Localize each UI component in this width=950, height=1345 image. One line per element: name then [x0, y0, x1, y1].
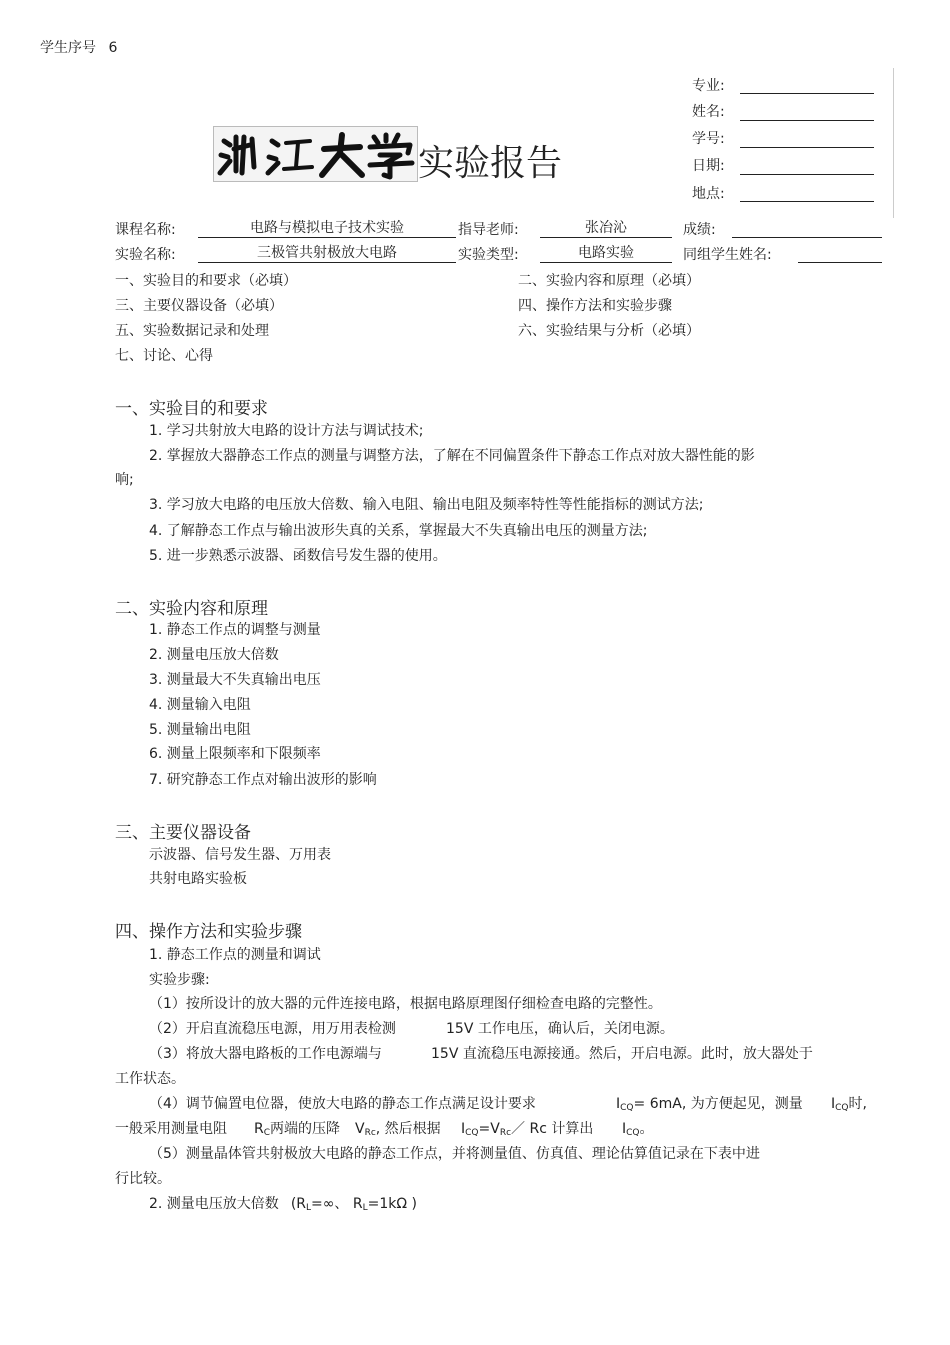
section-1-item: 响; — [115, 472, 134, 488]
major-field[interactable] — [740, 75, 874, 94]
step-5-part-a: （5）测量晶体管共射极放大电路的静态工作点，并将测量值、仿真值、理论估算值记录在下表中进 — [149, 1146, 760, 1162]
section-4-subtitle-2: 2. 测量电压放大倍数 ($R_L=\infty$、 $R_L=1k\Omega$ ) — [149, 1196, 417, 1213]
experiment-name-label: 实验名称: — [115, 247, 176, 263]
course-name-label: 课程名称: — [115, 222, 176, 238]
calligraphy-logo-graphic — [214, 127, 417, 181]
name-field[interactable] — [740, 102, 874, 121]
step-4-vrc: $V_{Rc}$, 然后根据 — [355, 1121, 441, 1138]
group-members-field[interactable] — [798, 244, 882, 263]
toc-item: 七、讨论、心得 — [115, 348, 213, 364]
id-label: 学号: — [692, 131, 725, 147]
name-label: 姓名: — [692, 104, 725, 120]
toc-item: 二、实验内容和原理（必填） — [518, 273, 700, 289]
experiment-type-label: 实验类型: — [458, 247, 519, 263]
student-number — [40, 37, 117, 57]
date-field[interactable] — [740, 156, 874, 175]
section-1-item: 5. 进一步熟悉示波器、函数信号发生器的使用。 — [149, 548, 447, 564]
teacher-field[interactable]: 张冶沁 — [540, 219, 672, 238]
step-4-rc: $R_C$两端的压降 — [254, 1121, 341, 1138]
section-2-item: 4. 测量输入电阻 — [149, 697, 251, 713]
university-logo — [213, 126, 418, 182]
teacher-label: 指导老师: — [458, 222, 519, 238]
header-divider — [893, 68, 894, 218]
course-name-field[interactable]: 电路与模拟电子技术实验 — [198, 219, 456, 238]
section-1-title: 一、实验目的和要求 — [115, 399, 268, 419]
grade-label: 成绩: — [683, 222, 716, 238]
place-label: 地点: — [692, 186, 725, 202]
section-3-item: 共射电路实验板 — [149, 871, 247, 887]
step-2-part-a: （2）开启直流稳压电源，用万用表检测 — [149, 1021, 396, 1037]
section-2-item: 2. 测量电压放大倍数 — [149, 647, 279, 663]
step-5-part-b: 行比较。 — [115, 1171, 171, 1187]
section-4-subtitle-1: 1. 静态工作点的测量和调试 — [149, 947, 321, 963]
grade-field[interactable] — [732, 219, 882, 238]
toc-item: 四、操作方法和实验步骤 — [518, 298, 672, 314]
step-3-part-c: 工作状态。 — [115, 1071, 185, 1087]
section-2-item: 1. 静态工作点的调整与测量 — [149, 622, 321, 638]
toc-item: 六、实验结果与分析（必填） — [518, 323, 700, 339]
step-3-part-b: 15V 直流稳压电源接通。然后，开启电源。此时，放大器处于 — [431, 1046, 813, 1062]
section-2-item: 7. 研究静态工作点对输出波形的影响 — [149, 772, 377, 788]
group-members-label: 同组学生姓名: — [683, 247, 772, 263]
step-4-icq-3: $I_{CQ}$。 — [622, 1121, 654, 1138]
step-4-part-f: 一般采用测量电阻 — [115, 1121, 227, 1137]
step-4-icq: $I_{CQ}= 6mA$, 为方便起见，测量 — [616, 1096, 803, 1113]
section-1-item: 2. 掌握放大器静态工作点的测量与调整方法，了解在不同偏置条件下静态工作点对放大器性能的影 — [149, 448, 755, 464]
toc-item: 五、实验数据记录和处理 — [115, 323, 269, 339]
section-2-item: 5. 测量输出电阻 — [149, 722, 251, 738]
step-2-part-b: 15V 工作电压，确认后，关闭电源。 — [446, 1021, 674, 1037]
step-3-part-a: （3）将放大器电路板的工作电源端与 — [149, 1046, 382, 1062]
step-1: （1）按所设计的放大器的元件连接电路，根据电路原理图仔细检查电路的完整性。 — [149, 996, 662, 1012]
toc-item: 三、主要仪器设备（必填） — [115, 298, 283, 314]
section-3-item: 示波器、信号发生器、万用表 — [149, 847, 331, 863]
experiment-name-field[interactable]: 三极管共射极放大电路 — [198, 244, 456, 263]
student-number-label: 学生序号 — [40, 40, 96, 56]
place-field[interactable] — [740, 183, 874, 202]
section-2-item: 3. 测量最大不失真输出电压 — [149, 672, 321, 688]
date-label: 日期: — [692, 158, 725, 174]
report-title: 实验报告 — [418, 143, 563, 184]
step-4-formula: $I_{CQ}=V_{Rc}/$ Rc 计算出 — [461, 1121, 594, 1138]
section-3-title: 三、主要仪器设备 — [115, 823, 251, 843]
section-1-item: 1. 学习共射放大电路的设计方法与调试技术; — [149, 423, 424, 439]
step-4-icq-2: $I_{CQ}$时, — [831, 1096, 867, 1113]
id-field[interactable] — [740, 129, 874, 148]
experiment-type-field[interactable]: 电路实验 — [540, 244, 672, 263]
step-4-part-a: （4）调节偏置电位器，使放大电路的静态工作点满足设计要求 — [149, 1096, 536, 1112]
section-4-title: 四、操作方法和实验步骤 — [115, 922, 302, 942]
toc-item: 一、实验目的和要求（必填） — [115, 273, 297, 289]
major-label: 专业: — [692, 78, 725, 94]
section-1-item: 3. 学习放大电路的电压放大倍数、输入电阻、输出电阻及频率特性等性能指标的测试方法; — [149, 497, 704, 513]
section-2-title: 二、实验内容和原理 — [115, 599, 268, 619]
section-1-item: 4. 了解静态工作点与输出波形失真的关系，掌握最大不失真输出电压的测量方法; — [149, 523, 648, 539]
steps-label: 实验步骤: — [149, 972, 210, 988]
student-number-value: 6 — [108, 40, 118, 56]
section-2-item: 6. 测量上限频率和下限频率 — [149, 746, 321, 762]
